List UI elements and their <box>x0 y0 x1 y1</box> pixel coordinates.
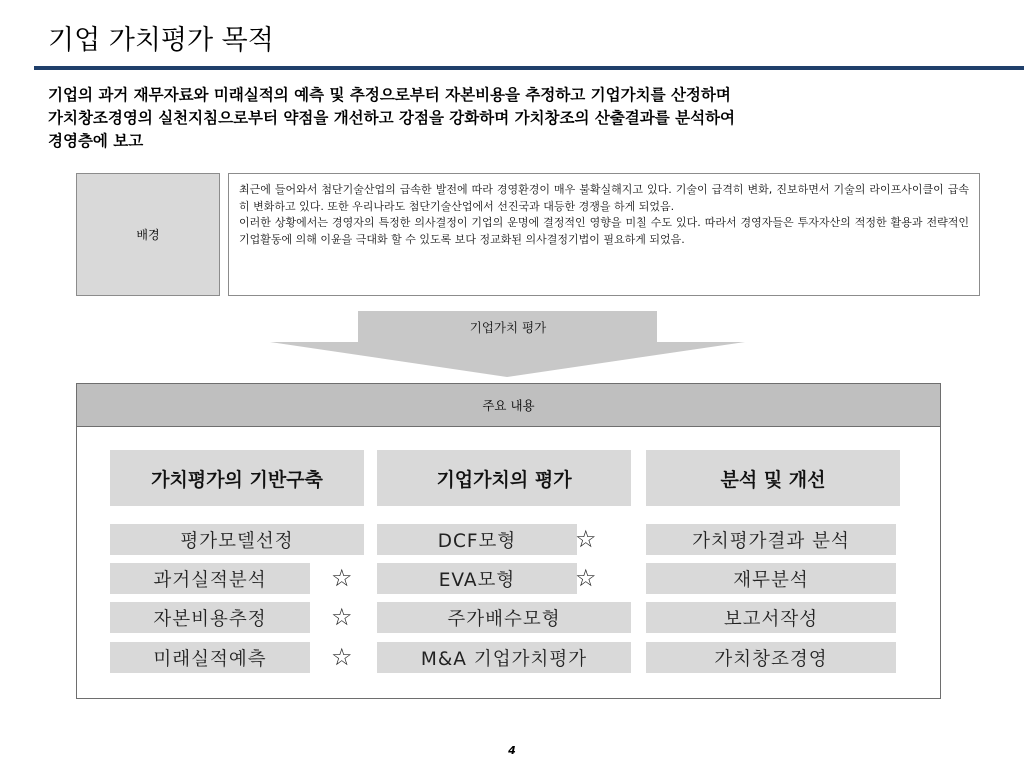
intro-line-2: 가치창조경영의 실천지침으로부터 약점을 개선하고 강점을 강화하며 가치창조의 산출결과를 분석하여 <box>48 109 736 127</box>
background-paragraph-1: 최근에 들어와서 첨단기술산업의 급속한 발전에 따라 경영환경이 매우 불확실해지고 있다. 기술이 급격히 변화, 진보하면서 기술의 라이프사이클이 급속히 변화하고 있다. 또한 우리나라도 첨단기술산업에서 선진국과 대등한 경쟁을 하게 되었음. <box>239 183 969 213</box>
list-item: 재무분석 <box>646 563 896 594</box>
list-item: 가치평가결과 분석 <box>646 524 896 555</box>
star-icon: ☆ <box>331 564 353 592</box>
list-item: 미래실적예측 <box>110 642 310 673</box>
column-heading-foundation: 가치평가의 기반구축 <box>110 450 364 506</box>
list-item: M&A 기업가치평가 <box>377 642 631 673</box>
background-paragraph-2: 이러한 상황에서는 경영자의 특정한 의사결정이 기업의 운명에 결정적인 영향을 미칠 수도 있다. 따라서 경영자들은 투자자산의 적정한 활용과 전략적인 기업활동에 의해 이윤을 극대화 할 수 있도록 보다 정교화된 의사결정기법이 필요하게 되었음. <box>239 216 969 246</box>
list-item: 과거실적분석 <box>110 563 310 594</box>
page-title: 기업 가치평가 목적 <box>48 25 274 56</box>
intro-line-3: 경영층에 보고 <box>48 132 144 150</box>
list-item: EVA모형 <box>377 563 577 594</box>
intro-text <box>48 84 978 153</box>
list-item: 가치창조경영 <box>646 642 896 673</box>
background-description <box>228 173 980 296</box>
list-item: 주가배수모형 <box>377 602 631 633</box>
star-icon: ☆ <box>331 603 353 631</box>
star-icon: ☆ <box>575 564 597 592</box>
background-label: 배경 <box>76 173 220 296</box>
star-icon: ☆ <box>331 643 353 671</box>
column-heading-valuation: 기업가치의 평가 <box>377 450 631 506</box>
list-item: 자본비용추정 <box>110 602 310 633</box>
list-item: 평가모델선정 <box>110 524 364 555</box>
column-heading-analysis: 분석 및 개선 <box>646 450 900 506</box>
main-content-header: 주요 내용 <box>77 384 940 427</box>
title-divider <box>34 66 1024 70</box>
list-item: 보고서작성 <box>646 602 896 633</box>
intro-line-1: 기업의 과거 재무자료와 미래실적의 예측 및 추정으로부터 자본비용을 추정하고 기업가치를 산정하며 <box>48 86 731 104</box>
page-number: 4 <box>508 744 516 757</box>
star-icon: ☆ <box>575 525 597 553</box>
main-content-box <box>76 383 941 699</box>
arrow-label: 기업가치 평가 <box>469 320 547 335</box>
list-item: DCF모형 <box>377 524 577 555</box>
